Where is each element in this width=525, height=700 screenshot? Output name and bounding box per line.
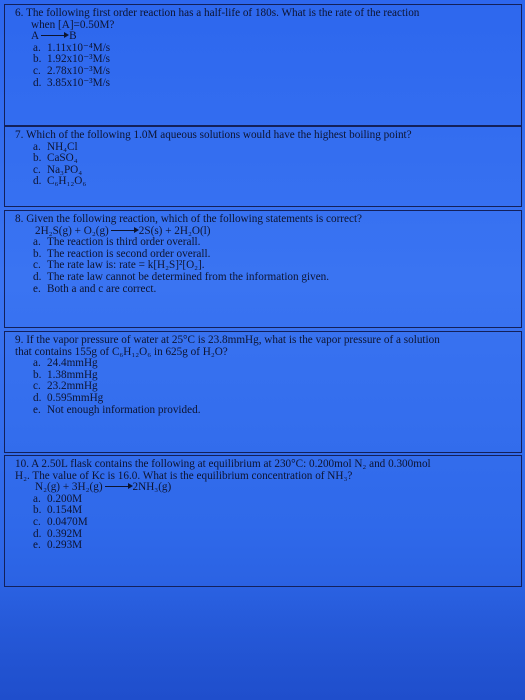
reaction-equation: 2H₂S(g) + O₂(g) 2S(s) + 2H₂O(l): [35, 224, 211, 237]
answer-choice: b. The reaction is second order overall.: [33, 247, 211, 260]
question-10-text-2: H₂. The value of Kc is 16.0. What is the equilibrium concentration of NH₃?: [15, 469, 353, 482]
question-number: 8.: [15, 213, 24, 225]
answer-choice: b. CaSO₄: [33, 152, 78, 165]
answer-choice: a. 0.200M: [33, 492, 83, 505]
question-9-text: 9. If the vapor pressure of water at 25°C is 23.8mmHg, what is the vapor pressure of a solution: [15, 334, 440, 346]
answer-choice: e. Not enough information provided.: [33, 403, 201, 416]
answer-choice: c. Na₃PO₄: [33, 163, 83, 176]
answer-choice: e. Both a and c are correct.: [33, 282, 157, 295]
question-number: 10.: [15, 458, 29, 470]
question-8: [4, 210, 522, 328]
answer-choice: d. C₆H₁₂O₆: [33, 175, 87, 188]
answer-choice: c. 23.2mmHg: [33, 380, 98, 393]
question-6-text-2: when [A]=0.50M?: [31, 18, 115, 31]
question-10: [4, 455, 522, 587]
reaction-equation: A B: [31, 30, 77, 43]
question-10-text: 10. A 2.50L flask contains the following at equilibrium at 230°C: 0.200mol N₂ and 0.300mol: [15, 458, 431, 470]
question-number: 6.: [15, 7, 24, 19]
answer-choice: c. 2.78x10⁻³M/s: [33, 64, 111, 77]
answer-choice: d. The rate law cannot be determined from the information given.: [33, 270, 330, 283]
question-9: [4, 331, 522, 453]
question-6: [4, 4, 522, 126]
answer-choice: a. NH₄Cl: [33, 140, 78, 153]
question-7: [4, 126, 522, 207]
answer-choice: a. 24.4mmHg: [33, 357, 98, 370]
answer-choice: d. 0.595mmHg: [33, 391, 104, 404]
question-6-text: 6. The following first order reaction has a half-life of 180s. What is the rate of the reaction: [15, 7, 420, 19]
answer-choice: d. 0.392M: [33, 527, 83, 540]
answer-choice: e. 0.293M: [33, 539, 83, 552]
answer-choice: d. 3.85x10⁻³M/s: [33, 76, 111, 89]
reaction-arrow-icon: [41, 35, 67, 36]
answer-choice: b. 1.38mmHg: [33, 368, 98, 381]
question-9-text-2: that contains 155g of C₆H₁₂O₆ in 625g of H₂O?: [15, 345, 228, 358]
answer-choice: a. 1.11x10⁻⁴M/s: [33, 41, 111, 54]
answer-choice: c. 0.0470M: [33, 515, 88, 528]
answer-choice: a. The reaction is third order overall.: [33, 236, 201, 249]
photo-shadow: [0, 580, 525, 700]
reaction-equation: N₂(g) + 3H₂(g) 2NH₃(g): [35, 481, 172, 494]
answer-choice: b. 0.154M: [33, 504, 83, 517]
reaction-arrow-icon: [111, 230, 137, 231]
answer-choice: b. 1.92x10⁻³M/s: [33, 53, 111, 66]
question-number: 9.: [15, 334, 24, 346]
reaction-arrow-icon: [105, 486, 131, 487]
question-7-text: 7. Which of the following 1.0M aqueous solutions would have the highest boiling point?: [15, 129, 412, 141]
answer-choice: c. The rate law is: rate = k[H₂S]²[O₂].: [33, 259, 205, 272]
question-8-text: 8. Given the following reaction, which of the following statements is correct?: [15, 213, 363, 225]
question-number: 7.: [15, 129, 24, 141]
